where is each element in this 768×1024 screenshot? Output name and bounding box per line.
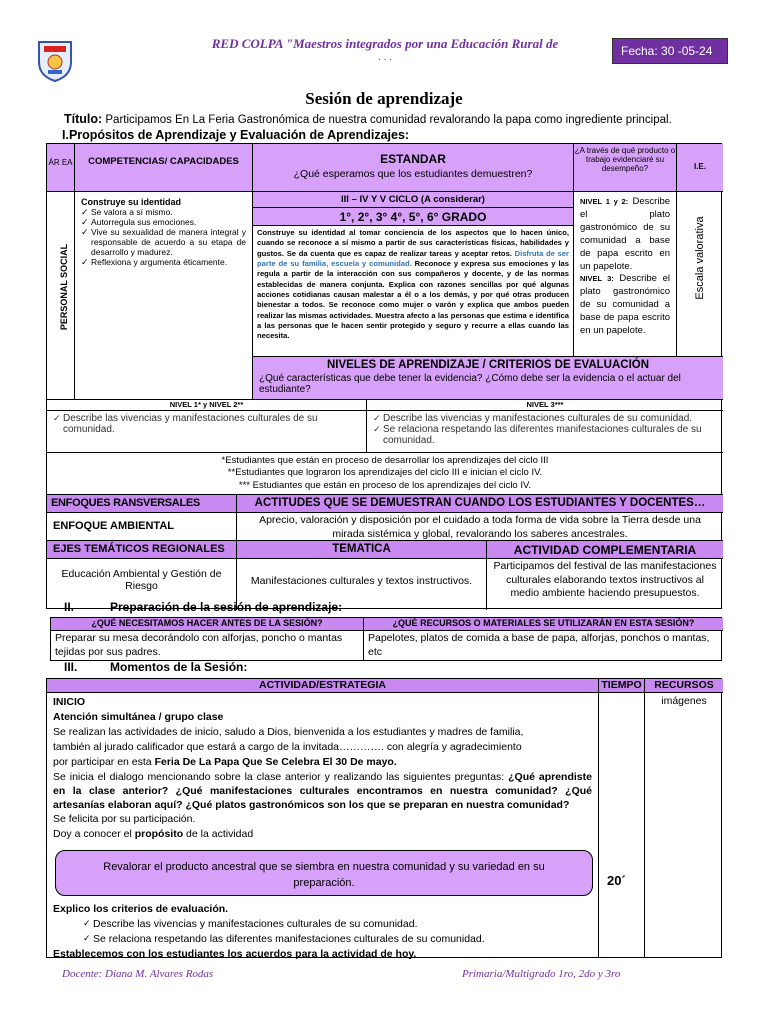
complementary-value: Participamos del festival de las manifestaciones culturales elaborando textos instructivos al medio ambiente haciendo presupuestos. <box>493 560 717 600</box>
activity-cell: INICIO Atención simultánea / grupo clase Se realizan las actividades de inicio, saludo a Dios, bienvenida a los estudiantes y madres de familia, también al jurado calificador que estará a cargo de la invitada…………. con alegría y agradecimiento por participar en esta Feria De La Papa Que Se Celebra El 30 De mayo. Se inicia el dialogo mencionando sobre la clase anterior y realizando las siguientes preguntas: ¿Qué aprendiste en la clase anterior? ¿Qué manifestaciones culturales encontramos en nuestra comunidad? ¿Qué artesanías elaboran aquí? ¿Qué platos gastronómicos son los que se preparan en nuestra comunidad? Se felicita por su participación. Doy a conocer el propósito de la actividad Revalorar el producto ancestral que se siembra en nuestra comunidad y su variedad en su preparación. Explico los criterios de evaluación. ✓ Describe las vivencias y manifestaciones culturales de su comunidad. ✓ Se relaciona respetando las diferentes manifestaciones culturales de su comunidad. Establecemos con los estudiantes los acuerdos para la actividad de hoy. <box>47 693 599 958</box>
competencies-header: COMPETENCIAS/ CAPACIDADES <box>75 144 253 192</box>
area-header: ÁR EA <box>47 144 75 192</box>
time-header: TIEMPO <box>599 679 645 693</box>
complementary-header: ACTIVIDAD COMPLEMENTARIA <box>487 541 723 559</box>
section-1-heading: I.Propósitos de Aprendizaje y Evaluación de Aprendizajes: <box>62 128 410 142</box>
grades-row: 1°, 2°, 3° 4°, 5°, 6° GRADO <box>253 208 574 226</box>
level-3-criteria: ✓ Describe las vivencias y manifestaciones culturales de su comunidad. ✓ Se relaciona respetando las diferentes manifestaciones culturales de su comunidad. <box>367 411 723 453</box>
activity-header: ACTIVIDAD/ESTRATEGIA <box>47 679 599 693</box>
network-name: RED COLPA "Maestros integrados por una Educación Rural de <box>211 36 559 51</box>
level-notes: *Estudiantes que están en proceso de desarrollar los aprendizajes del ciclo III **Estudiantes que lograron los aprendizajes del ciclo III e inician el ciclo IV. *** Estudiantes que están en proceso de los aprendizajes del ciclo IV. <box>47 453 723 495</box>
standard-header: ESTANDAR ¿Qué esperamos que los estudiantes demuestren? <box>253 144 574 192</box>
cycle-row: III – IV Y V CICLO (A considerar) <box>253 192 574 208</box>
attitude-value: Aprecio, valoración y disposición por el cuidado a toda forma de vida sobre la Tierra desde una mirada sistémica y global, revalorando los saberes ancestrales. <box>237 513 723 541</box>
standard-text: Construye su identidad al tomar conciencia de los aspectos que lo hacen único, cuando se reconoce a sí mismo a partir de sus características físicas, habilidades y gustos. Se da cuenta que es capaz de realizar tareas y aceptar retos. Disfruta de ser parte de su familia, escuela y comunidad. Reconoce y expresa sus emociones y las regula a partir de la interacción con sus compañeros y docente, y de las normas establecidas de manera conjunta. Explica con razones sencillas por qué algunas acciones cotidianas causan malestar a él o a los demás, y por qué otras producen bienestar a todos. Se reconoce como mujer o varón y explica que ambos pueden realizar las mismas actividades. Muestra afecto a las personas que estima e identifica a las personas que le hacen sentir protegido y seguro y recurre a ellas cuando las necesita. <box>253 226 574 356</box>
section-3-number: III. <box>64 660 78 674</box>
prep-before-header: ¿QUÉ NECESITAMOS HACER ANTES DE LA SESIÓN? <box>51 618 364 631</box>
time-cell: 20´ <box>599 693 645 958</box>
level-1-2-header: NIVEL 1* y NIVEL 2** <box>47 399 367 411</box>
page-title: Sesión de aprendizaje <box>305 89 463 108</box>
level-3-header: NIVEL 3*** <box>367 399 723 411</box>
approach-value: ENFOQUE AMBIENTAL <box>47 513 237 541</box>
section-2-number: II. <box>64 600 75 614</box>
competencies-cell: Construye su identidad ✓ Se valora a sí mismo. ✓ Autorregula sus emociones. ✓ Vive su sexualidad de manera integral y responsable de acuerdo a su etapa de desarrollo y madurez. ✓ Reflexiona y argumenta éticamente. <box>75 192 253 399</box>
prep-before-value: Preparar su mesa decorándolo con alforjas, poncho o mantas tejidas por sus padres. <box>51 631 364 661</box>
area-cell: PERSONAL SOCIAL <box>47 192 75 399</box>
purpose-box: Revalorar el producto ancestral que se siembra en nuestra comunidad y su variedad en su preparación. <box>55 850 593 896</box>
approaches-header: ENFOQUES RANSVERSALES <box>47 495 237 513</box>
levels-header: NIVELES DE APRENDIZAJE / CRITERIOS DE EVALUACIÓN ¿Qué características que debe tener la evidencia? ¿Cómo debe ser la evidencia o el actuar del estudiante? <box>253 356 723 399</box>
prep-resources-header: ¿QUÉ RECURSOS O MATERIALES SE UTILIZARÁN EN ESTA SESIÓN? <box>364 618 723 631</box>
footer-level: Primaria/Multigrado 1ro, 2do y 3ro <box>462 968 621 980</box>
section-3-heading: Momentos de la Sesión: <box>110 660 248 674</box>
resources-cell: imágenes <box>661 695 707 707</box>
topic-value: Manifestaciones culturales y textos instructivos. <box>237 559 487 610</box>
ie-header: I.E. <box>677 144 723 192</box>
prep-resources-value: Papelotes, platos de comida a base de papa, alforjas, ponchos o mantas, etc <box>368 632 710 658</box>
section-2-heading: Preparación de la sesión de aprendizaje: <box>110 600 343 614</box>
ie-cell: Escala valorativa <box>694 216 706 300</box>
purposes-table <box>46 143 722 609</box>
school-logo <box>36 38 74 82</box>
attitudes-header: ACTITUDES QUE SE DEMUESTRAN CUANDO LOS ESTUDIANTES Y DOCENTES… <box>237 495 723 513</box>
network-dots: . . . <box>378 52 392 63</box>
footer-teacher: Docente: Diana M. Alvares Rodas <box>62 968 214 980</box>
product-header: ¿A través de qué producto o trabajo evidenciaré su desempeño? <box>574 144 677 192</box>
session-title: Título: Participamos En La Feria Gastronómica de nuestra comunidad revalorando la papa como ingrediente principal. <box>64 112 672 126</box>
axis-value: Educación Ambiental y Gestión de Riesgo <box>47 559 237 610</box>
topic-header: TEMATICA <box>237 541 487 559</box>
date-box: Fecha: 30 -05-24 <box>612 38 728 64</box>
level-1-2-criteria: ✓ Describe las vivencias y manifestaciones culturales de su comunidad. <box>47 411 367 453</box>
product-cell: NIVEL 1 y 2: Describe el plato gastronómico de su comunidad a base de papa escrito en un papelote. NIVEL 3: Describe el plato gastronómico de su comunidad a base de papa escrito en un papelote. <box>574 192 677 356</box>
resources-header: RECURSOS <box>645 679 723 693</box>
axes-header: EJES TEMÁTICOS REGIONALES <box>47 541 237 559</box>
moments-table <box>46 678 722 958</box>
preparation-table <box>50 617 722 661</box>
